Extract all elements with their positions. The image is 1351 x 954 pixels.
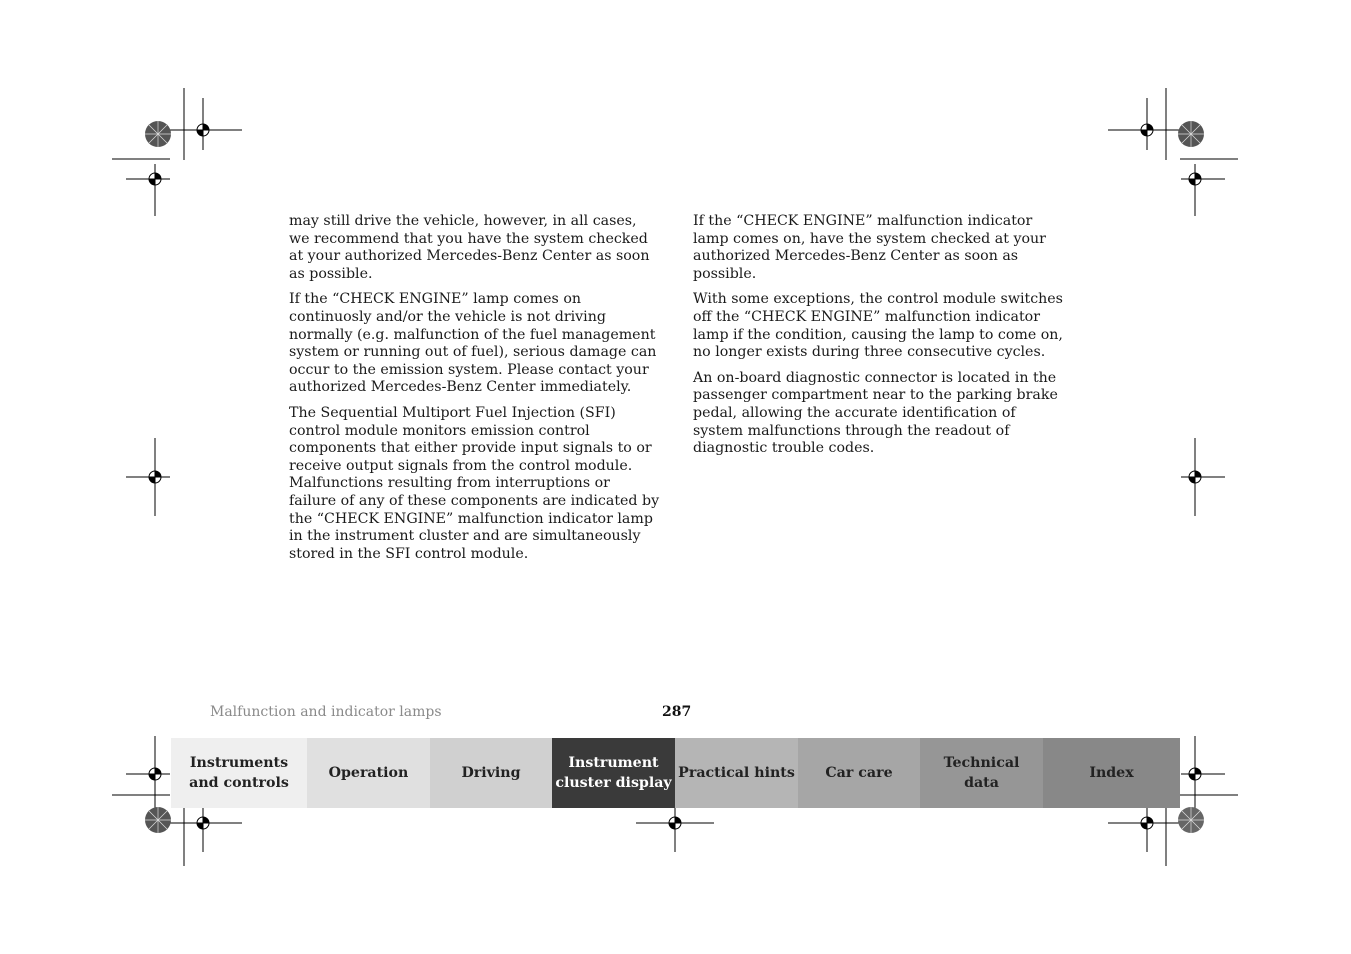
tab-car-care[interactable]: Car care — [798, 738, 920, 808]
tab-technical-data[interactable]: Technical data — [920, 738, 1043, 808]
tab-instrument-cluster-display[interactable]: Instrument cluster display — [552, 738, 675, 808]
paragraph: If the “CHECK ENGINE” lamp comes on continuosly and/or the vehicle is not driving normally (e.g. malfunction of the fuel management system or running out of fuel), serious damage can occur to the emission system. Please contact your authorized Mercedes-Benz Center immediately. — [289, 291, 657, 396]
right-text-column — [693, 213, 1065, 466]
paragraph: An on-board diagnostic connector is located in the passenger compartment near to the parking brake pedal, allowing the accurate identification of system malfunctions through the readout of diagnostic trouble codes. — [693, 369, 1058, 457]
paragraph: may still drive the vehicle, however, in all cases, we recommend that you have the system checked at your authorized Mercedes-Benz Center as soon as possible. — [289, 213, 650, 282]
left-text-column — [289, 213, 661, 571]
tab-driving[interactable]: Driving — [430, 738, 552, 808]
tab-instruments-and-controls[interactable]: Instruments and controls — [171, 738, 307, 808]
paragraph: If the “CHECK ENGINE” malfunction indicator lamp comes on, have the system checked at your authorized Mercedes-Benz Center as soon as possible. — [693, 213, 1046, 282]
paragraph: The Sequential Multiport Fuel Injection (SFI) control module monitors emission control components that either provide input signals to or receive output signals from the control module. Malfunctions resulting from interruptions or failure of any of these components are indicated by the “CHECK ENGINE” malfunction indicator lamp in the instrument cluster and are simultaneously stored in the SFI control module. — [289, 404, 660, 562]
paragraph: With some exceptions, the control module switches off the “CHECK ENGINE” malfunction indicator lamp if the condition, causing the lamp to come on, no longer exists during three consecutive cycles. — [693, 291, 1063, 361]
section-label: Malfunction and indicator lamps — [210, 704, 442, 720]
tab-index[interactable]: Index — [1043, 738, 1180, 808]
tab-operation[interactable]: Operation — [307, 738, 430, 808]
tab-practical-hints[interactable]: Practical hints — [675, 738, 798, 808]
chapter-nav — [171, 738, 1180, 808]
page-number: 287 — [662, 704, 692, 720]
